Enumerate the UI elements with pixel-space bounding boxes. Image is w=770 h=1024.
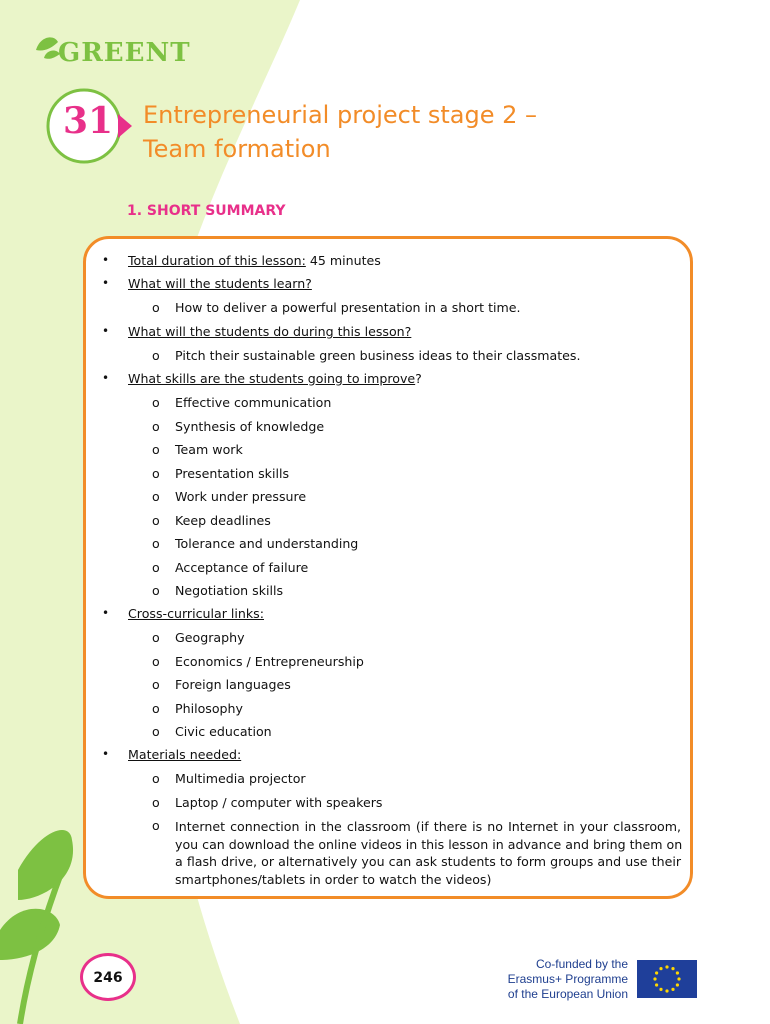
bullet-marker: • xyxy=(102,253,110,267)
sub-marker: o xyxy=(152,559,160,575)
eu-line-3: of the European Union xyxy=(507,987,628,1001)
sub-marker: o xyxy=(152,653,160,669)
links-label: Cross-curricular links: xyxy=(128,606,264,621)
skills-item: Team work xyxy=(175,442,243,457)
skills-suffix: ? xyxy=(415,371,422,386)
sub-marker: o xyxy=(152,300,160,315)
eu-line-2: Erasmus+ Programme xyxy=(507,972,628,986)
logo-text: GREENT xyxy=(58,38,191,68)
materials-long-line: smartphones/tablets in order to watch the videos) xyxy=(175,871,492,887)
sub-marker: o xyxy=(152,794,160,810)
duration-value: 45 minutes xyxy=(305,253,381,268)
sub-marker: o xyxy=(152,348,160,363)
sub-marker: o xyxy=(152,442,160,457)
eu-line-1: Co-funded by the xyxy=(535,957,628,971)
skills-item: Synthesis of knowledge xyxy=(175,418,325,434)
do-label: What will the students do during this lesson? xyxy=(128,324,412,339)
bullet-marker: • xyxy=(102,747,110,761)
learn-label: What will the students learn? xyxy=(128,276,312,291)
links-item: Philosophy xyxy=(175,700,243,716)
skills-item: Work under pressure xyxy=(175,489,307,504)
sub-marker: o xyxy=(152,418,160,434)
sub-marker: o xyxy=(152,630,160,645)
links-item: Civic education xyxy=(175,724,272,739)
duration-label: Total duration of this lesson: xyxy=(128,253,306,268)
sub-marker: o xyxy=(152,583,160,598)
links-item: Economics / Entrepreneurship xyxy=(175,653,364,669)
skills-item xyxy=(128,371,422,386)
sub-marker: o xyxy=(152,465,160,481)
materials-label: Materials needed: xyxy=(128,747,242,762)
skills-item: Tolerance and understanding xyxy=(175,536,359,551)
sub-marker: o xyxy=(152,818,160,833)
bullet-marker: • xyxy=(102,606,110,620)
materials-long-line: Internet connection in the classroom (if there is no Internet in your classroom, xyxy=(175,819,681,834)
skills-item: Presentation skills xyxy=(175,465,290,481)
materials-long-line: you can download the online videos in this lesson in advance and bring them on xyxy=(175,836,683,852)
sub-marker: o xyxy=(152,512,160,528)
page-title xyxy=(143,98,703,166)
section-heading: 1. SHORT SUMMARY xyxy=(127,203,286,219)
title-line-1: Entrepreneurial project stage 2 – xyxy=(143,101,538,129)
materials-long-item xyxy=(175,818,681,888)
bullet-marker: • xyxy=(102,371,110,385)
bullet-marker: • xyxy=(102,324,110,338)
do-item: Pitch their sustainable green business ideas to their classmates. xyxy=(175,348,581,363)
sub-marker: o xyxy=(152,395,160,410)
sub-marker: o xyxy=(152,536,160,551)
eu-flag-icon xyxy=(637,960,697,998)
sub-marker: o xyxy=(152,677,160,692)
learn-item: How to deliver a powerful presentation in a short time. xyxy=(175,300,521,315)
skills-item: Effective communication xyxy=(175,395,332,410)
skills-item: Keep deadlines xyxy=(175,512,271,528)
sub-marker: o xyxy=(152,489,160,504)
links-item: Geography xyxy=(175,630,245,645)
links-item: Foreign languages xyxy=(175,677,291,692)
lesson-number: 31 xyxy=(62,100,114,142)
materials-long-line: a flash drive, or alternatively you can ask students to form groups and use their xyxy=(175,854,681,869)
title-line-2: Team formation xyxy=(143,135,331,163)
bullet-marker: • xyxy=(102,276,110,290)
duration-item xyxy=(128,253,381,268)
sub-marker: o xyxy=(152,700,160,716)
page-number: 246 xyxy=(80,953,136,1001)
materials-item: Laptop / computer with speakers xyxy=(175,794,383,810)
skills-label: What skills are the students going to improve xyxy=(128,371,416,386)
sub-marker: o xyxy=(152,771,160,786)
skills-item: Negotiation skills xyxy=(175,583,284,598)
eu-cofunded-text xyxy=(490,957,628,1002)
sub-marker: o xyxy=(152,724,160,739)
summary-box xyxy=(83,236,693,899)
materials-item: Multimedia projector xyxy=(175,771,306,786)
skills-item: Acceptance of failure xyxy=(175,559,309,575)
